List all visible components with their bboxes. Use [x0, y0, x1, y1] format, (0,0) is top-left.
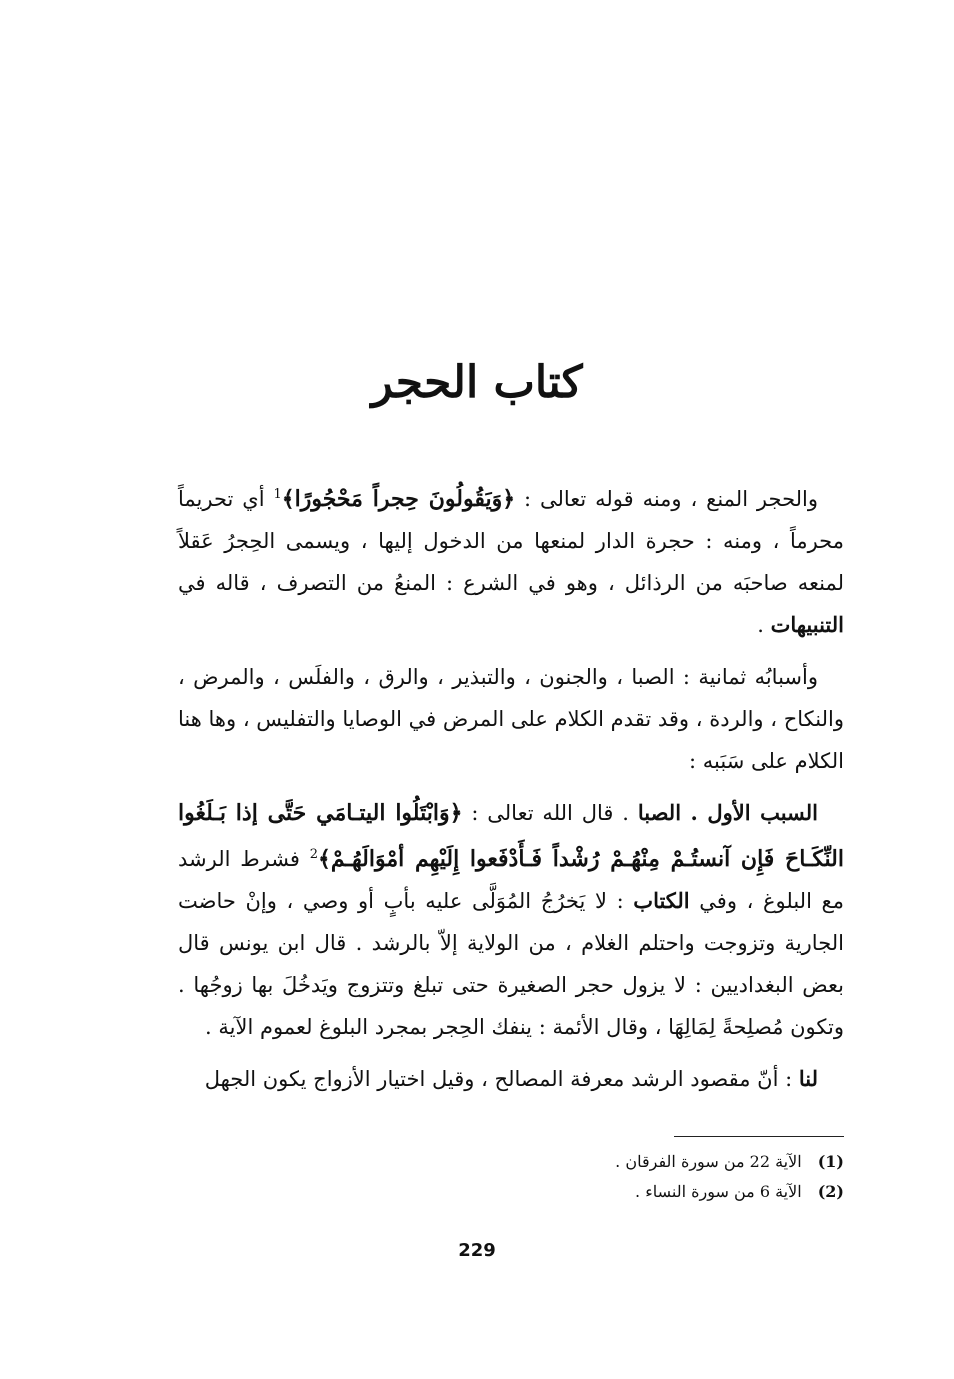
- paragraph-text: : أنّ مقصود الرشد معرفة المصالح ، وقيل اختيار الأزواج يكون الجهل: [204, 1067, 799, 1091]
- footnote-text: الآية 22 من سورة الفرقان .: [615, 1152, 802, 1171]
- source-title: الكتاب: [633, 888, 690, 913]
- footnote-number: (1): [817, 1152, 844, 1171]
- body-text: [178, 474, 844, 1110]
- paragraph-text: فشرط الرشد مع البلوغ ، وفي: [178, 847, 844, 913]
- paragraph-argument: [178, 1058, 844, 1100]
- paragraph-first-cause: [178, 792, 844, 1048]
- footnote-divider: [674, 1136, 844, 1137]
- footnotes: [178, 1136, 844, 1207]
- paragraph-text: وأسبابُه ثمانية : الصبا ، والجنون ، والتبذير ، والرق ، والفلَس ، والمرض ، والنكاح ، والردة ، وقد تقدم الكلام على المرض في الوصايا والتفليس ، وها هنا الكلام على سَبَبه :: [178, 665, 844, 773]
- lead-word: لنا: [798, 1066, 818, 1091]
- paragraph-definition: [178, 474, 844, 646]
- quran-verse: ﴿وَيَقُولُونَ حِجراً مَحْجُورًا﴾: [281, 486, 516, 512]
- page-number: 229: [458, 1240, 496, 1261]
- source-title: التنبيهات: [770, 612, 844, 637]
- footnote-item: [178, 1147, 844, 1177]
- paragraph-text: والحجر المنع ، ومنه قوله تعالى :: [515, 487, 818, 511]
- paragraph-text: : لا يَخرُجُ المُوَلَّى عليه بأبٍ أو وصي ، وإنْ حاضت الجارية وتزوجت واحتلم الغلام ، من الولاية إلاّ بالرشد . قال ابن يونس قال بعض البغداديين : لا يزول حجر الصغيرة حتى تبلغ وتتزوج ويَدخُلَ بها زوجُها . وتكون مُصلِحةً لِمَالِهَا ، وقال الأئمة : ينفك الحِجر بمجرد البلوغ لعموم الآية .: [178, 889, 844, 1039]
- footnote-number: (2): [817, 1182, 844, 1201]
- paragraph-causes: [178, 656, 844, 782]
- footnote-text: الآية 6 من سورة النساء .: [635, 1182, 802, 1201]
- chapter-title: كتاب الحجر: [371, 357, 583, 408]
- section-heading: السبب الأول . الصبا: [637, 800, 819, 825]
- paragraph-text: أي تحريماً محرماً ، ومنه : حجرة الدار لمنعها من الدخول إليها ، ويسمى الحِجرُ عَقلاً لمنعه صاحبَه من الرذائل ، وهو في الشرع : المنعُ من التصرف ، قاله في: [178, 487, 844, 595]
- footnote-ref: 2: [309, 847, 319, 862]
- paragraph-text: . قال الله تعالى :: [462, 801, 638, 825]
- footnote-item: [178, 1177, 844, 1207]
- paragraph-text: .: [757, 613, 771, 637]
- footnote-ref: 1: [273, 487, 282, 502]
- quran-verse: ﴿وَابْتَلُوا اليتـامَي حَتَّى إذا بَـلَغُوا النِّكَـاحَ فَإِن آنستُـمْ مِنْهُـمْ رُشْداً فَـأَدْفَعوا إِلَيْهِم أمْوَالَهُـمْ﴾: [178, 800, 844, 872]
